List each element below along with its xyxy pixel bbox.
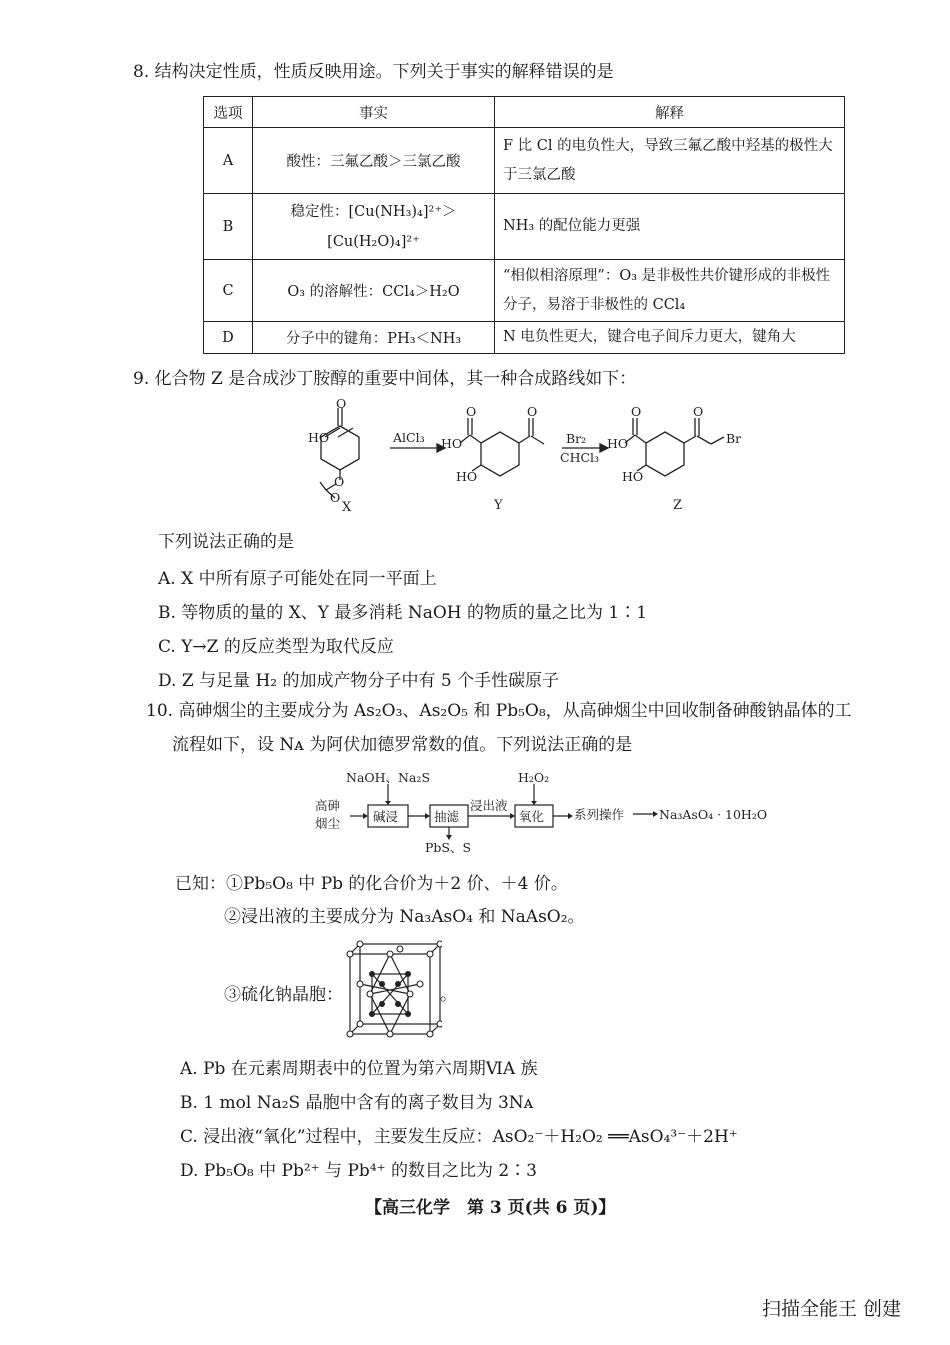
row-option: B bbox=[204, 194, 253, 260]
q10-known-3-label: ③硫化钠晶胞： bbox=[224, 985, 343, 1005]
label-x: X bbox=[342, 500, 352, 515]
process-flow bbox=[310, 768, 780, 858]
row-explanation: “相似相溶原理”：O₃ 是非极性共价键形成的非极性分子，易溶于非极性的 CCl₄ bbox=[495, 260, 845, 322]
reagents-in: NaOH、Na₂S bbox=[346, 770, 431, 785]
q10-option-a: A. Pb 在元素周期表中的位置为第六周期ⅥA 族 bbox=[180, 1059, 538, 1079]
q10-known-1: 已知：①Pb₅O₈ 中 Pb 的化合价为＋2 价、＋4 价。 bbox=[175, 874, 568, 894]
atom-o: O bbox=[527, 404, 538, 419]
atom-ho: HO bbox=[308, 430, 330, 445]
header-explanation: 解释 bbox=[495, 97, 845, 128]
atom-o: O bbox=[330, 490, 341, 505]
atom-o: O bbox=[336, 398, 347, 411]
residue-label: PbS、S bbox=[425, 840, 472, 855]
q9-stem: 9. 化合物 Z 是合成沙丁胺醇的重要中间体，其一种合成路线如下： bbox=[133, 369, 637, 389]
q8-table bbox=[203, 96, 845, 354]
series-operation-label: 系列操作 bbox=[574, 807, 625, 822]
atom-br: Br bbox=[726, 431, 742, 446]
na2s-unit-cell-diagram bbox=[342, 940, 442, 1040]
q10-option-d: D. Pb₅O₈ 中 Pb²⁺ 与 Pb⁴⁺ 的数目之比为 2∶3 bbox=[180, 1161, 537, 1181]
row-option: C bbox=[204, 260, 253, 322]
row-option: D bbox=[204, 322, 253, 354]
reagent-alcl3: AlCl₃ bbox=[393, 430, 425, 445]
q10-stem-line1: 10. 高砷烟尘的主要成分为 As₂O₃、As₂O₅ 和 Pb₅O₈，从高砷烟尘中回收制备砷酸钠晶体的工 bbox=[146, 701, 852, 721]
step2-label: 抽滤 bbox=[434, 809, 460, 824]
table-row bbox=[204, 128, 845, 194]
reagent-br2: Br₂ bbox=[566, 431, 587, 446]
start-material-line2: 烟尘 bbox=[315, 816, 341, 831]
atom-o: O bbox=[334, 474, 345, 489]
row-fact: 酸性：三氟乙酸＞三氯乙酸 bbox=[253, 128, 495, 194]
z-benzene-ring bbox=[646, 432, 684, 476]
row-fact: 分子中的键角：PH₃＜NH₃ bbox=[253, 322, 495, 354]
header-fact: 事实 bbox=[253, 97, 495, 128]
product-label: Na₃AsO₄ · 10H₂O bbox=[659, 807, 768, 822]
label-z: Z bbox=[673, 498, 683, 513]
oxidant-label: H₂O₂ bbox=[518, 770, 550, 785]
q9-option-d: D. Z 与足量 H₂ 的加成产物分子中有 5 个手性碳原子 bbox=[158, 671, 560, 691]
table-row bbox=[204, 322, 845, 354]
step1-label: 碱浸 bbox=[373, 809, 399, 824]
q9-option-b: B. 等物质的量的 X、Y 最多消耗 NaOH 的物质的量之比为 1∶1 bbox=[158, 603, 648, 623]
row-explanation: F 比 Cl 的电负性大，导致三氟乙酸中羟基的极性大于三氯乙酸 bbox=[495, 128, 845, 194]
q8-stem: 8. 结构决定性质，性质反映用途。下列关于事实的解释错误的是 bbox=[133, 62, 614, 82]
page-footer: 【高三化学 第 3 页(共 6 页)】 bbox=[365, 1198, 616, 1218]
label-y: Y bbox=[494, 498, 503, 513]
q10-option-b: B. 1 mol Na₂S 晶胞中含有的离子数目为 3Nᴀ bbox=[180, 1093, 534, 1113]
reagent-chcl3: CHCl₃ bbox=[560, 450, 600, 465]
header-option: 选项 bbox=[204, 97, 253, 128]
row-explanation: NH₃ 的配位能力更强 bbox=[495, 194, 845, 260]
row-fact: 稳定性：[Cu(NH₃)₄]²⁺＞[Cu(H₂O)₄]²⁺ bbox=[253, 194, 495, 260]
atom-o: O bbox=[693, 404, 704, 419]
atom-ho: HO bbox=[441, 436, 463, 451]
row-option: A bbox=[204, 128, 253, 194]
table-header-row bbox=[204, 97, 845, 128]
start-material-line1: 高砷 bbox=[315, 798, 341, 813]
row-explanation: N 电负性更大，键合电子间斥力更大，键角大 bbox=[495, 322, 845, 354]
q9-option-c: C. Y→Z 的反应类型为取代反应 bbox=[158, 637, 394, 657]
q10-option-c: C. 浸出液“氧化”过程中，主要发生反应：AsO₂⁻＋H₂O₂ ══AsO₄³⁻＋2H⁺ bbox=[180, 1127, 738, 1147]
table-row bbox=[204, 194, 845, 260]
atom-o: O bbox=[631, 404, 642, 419]
atom-ho: HO bbox=[456, 469, 478, 484]
q10-known-3-end: 。 bbox=[440, 985, 457, 1005]
atom-ho: HO bbox=[622, 469, 644, 484]
y-benzene-ring bbox=[481, 432, 519, 476]
filtrate-label: 浸出液 bbox=[470, 798, 508, 813]
scanner-watermark: 扫描全能王 创建 bbox=[762, 1298, 902, 1320]
table-row bbox=[204, 260, 845, 322]
q10-known-2: ②浸出液的主要成分为 Na₃AsO₄ 和 NaAsO₂。 bbox=[224, 907, 585, 927]
q10-stem-line2: 流程如下，设 Nᴀ 为阿伏加德罗常数的值。下列说法正确的是 bbox=[172, 735, 633, 755]
row-fact: O₃ 的溶解性：CCl₄＞H₂O bbox=[253, 260, 495, 322]
atom-o: O bbox=[466, 404, 477, 419]
q9-option-a: A. X 中所有原子可能处在同一平面上 bbox=[158, 569, 437, 589]
q9-prompt: 下列说法正确的是 bbox=[158, 532, 294, 552]
atom-ho: HO bbox=[607, 436, 629, 451]
step3-label: 氧化 bbox=[519, 809, 545, 824]
synthesis-scheme bbox=[300, 398, 760, 518]
